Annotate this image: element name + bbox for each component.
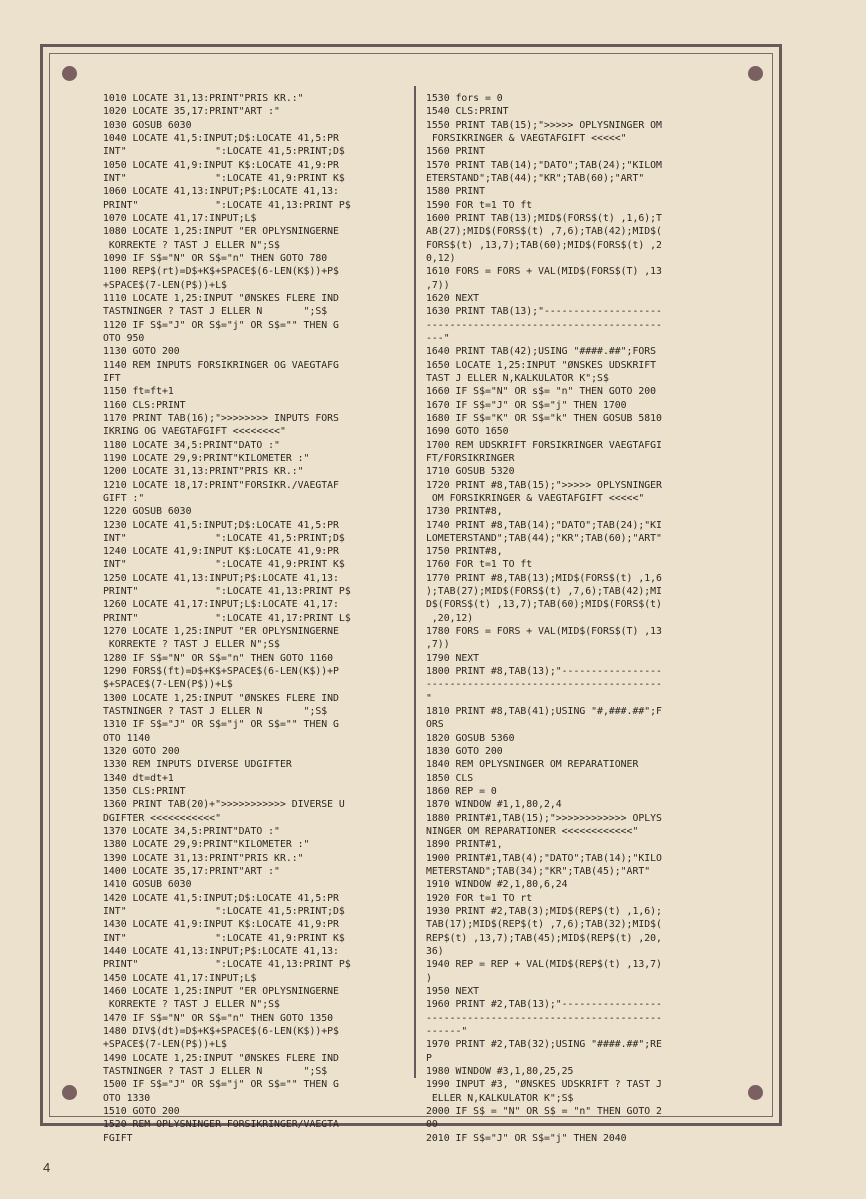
- code-line: 1230 LOCATE 41,5:INPUT;D$:LOCATE 41,5:PR: [103, 519, 339, 531]
- code-line: 1100 REP$(rt)=D$+K$+SPACE$(6-LEN(K$))+P$: [103, 266, 339, 278]
- code-line: 1010 LOCATE 31,13:PRINT"PRIS KR.:": [103, 93, 304, 104]
- code-listing-left-column: [103, 92, 403, 1145]
- code-line: 1520 REM OPLYSNINGER FORSIKRINGER/VAEGTA: [103, 1119, 339, 1131]
- code-line: $+SPACE$(7-LEN(P$))+L$: [103, 679, 233, 691]
- code-line: 1510 GOTO 200: [103, 1105, 180, 1117]
- code-line: 1240 LOCATE 41,9:INPUT K$:LOCATE 41,9:PR: [103, 546, 339, 558]
- code-line: +SPACE$(7-LEN(P$))+L$: [103, 1039, 227, 1051]
- code-line: 36): [426, 946, 444, 957]
- code-line: P: [426, 1052, 432, 1064]
- code-line: ): [426, 972, 432, 984]
- code-line: 1350 CLS:PRINT: [103, 786, 186, 798]
- code-line: 1180 LOCATE 34,5:PRINT"DATO :": [103, 439, 280, 451]
- code-line: 1030 GOSUB 6030: [103, 119, 192, 131]
- code-line: FORSIKRINGER & VAEGTAFGIFT <<<<<": [426, 132, 627, 144]
- code-line: FGIFT: [103, 1132, 133, 1144]
- code-line: 1080 LOCATE 1,25:INPUT "ER OPLYSNINGERNE: [103, 226, 339, 238]
- code-line: ----------------------------------------: [426, 679, 662, 691]
- code-line: 1760 FOR t=1 TO ft: [426, 559, 533, 571]
- code-line: 1170 PRINT TAB(16);">>>>>>>> INPUTS FORS: [103, 412, 339, 424]
- code-line: 1840 REM OPLYSNINGER OM REPARATIONER: [426, 759, 639, 771]
- code-line: FT/FORSIKRINGER: [426, 452, 515, 464]
- code-line: );TAB(27);MID$(FORS$(t) ,7,6);TAB(42);MI: [426, 586, 662, 598]
- code-line: DGIFTER <<<<<<<<<<<": [103, 812, 221, 824]
- code-line: ": [426, 692, 432, 704]
- code-line: OTO 950: [103, 332, 145, 344]
- code-line: 1340 dt=dt+1: [103, 772, 174, 784]
- code-line: 1700 REM UDSKRIFT FORSIKRINGER VAEGTAFGI: [426, 439, 662, 451]
- code-line: +SPACE$(7-LEN(P$))+L$: [103, 279, 227, 291]
- code-line: 1300 LOCATE 1,25:INPUT "ØNSKES FLERE IND: [103, 692, 339, 704]
- code-line: 1210 LOCATE 18,17:PRINT"FORSIKR./VAEGTAF: [103, 479, 339, 491]
- code-line: 1730 PRINT#8,: [426, 506, 503, 518]
- code-line: ORS: [426, 719, 444, 731]
- code-line: TAB(17);MID$(REP$(t) ,7,6);TAB(32);MID$(: [426, 919, 662, 931]
- code-line: ,7)): [426, 639, 450, 651]
- code-line: GIFT :": [103, 492, 145, 504]
- code-line: OTO 1330: [103, 1092, 151, 1104]
- code-line: INT" ":LOCATE 41,5:PRINT;D$: [103, 532, 345, 544]
- code-line: 00: [426, 1119, 438, 1131]
- code-line: INT" ":LOCATE 41,9:PRINT K$: [103, 559, 345, 571]
- code-line: 1120 IF S$="J" OR S$="j" OR S$="" THEN G: [103, 319, 339, 331]
- code-line: LOMETERSTAND";TAB(44);"KR";TAB(60);"ART": [426, 532, 662, 544]
- code-line: D$(FORS$(t) ,13,7);TAB(60);MID$(FORS$(t): [426, 599, 662, 611]
- code-line: 1660 IF S$="N" OR s$= "n" THEN GOTO 200: [426, 386, 657, 398]
- code-line: 1570 PRINT TAB(14);"DATO";TAB(24);"KILOM: [426, 159, 662, 171]
- code-line: 1400 LOCATE 35,17:PRINT"ART :": [103, 866, 280, 878]
- code-line: TASTNINGER ? TAST J ELLER N ";S$: [103, 1065, 328, 1077]
- code-line: 1940 REP = REP + VAL(MID$(REP$(t) ,13,7): [426, 959, 662, 971]
- code-line: INT" ":LOCATE 41,5:PRINT;D$: [103, 146, 345, 158]
- code-line: FORS$(t) ,13,7);TAB(60);MID$(FORS$(t) ,2: [426, 239, 662, 251]
- code-line: 1630 PRINT TAB(13);"--------------------: [426, 306, 662, 318]
- code-line: 1420 LOCATE 41,5:INPUT;D$:LOCATE 41,5:PR: [103, 892, 339, 904]
- code-line: ,20,12): [426, 612, 474, 624]
- code-line: PRINT" ":LOCATE 41,13:PRINT P$: [103, 199, 351, 211]
- code-line: 1950 NEXT: [426, 985, 480, 997]
- code-line: 1290 FORS$(ft)=D$+K$+SPACE$(6-LEN(K$))+P: [103, 666, 339, 678]
- code-line: 1970 PRINT #2,TAB(32);USING "####.##";RE: [426, 1039, 662, 1051]
- code-line: PRINT" ":LOCATE 41,13:PRINT P$: [103, 959, 351, 971]
- code-line: 1600 PRINT TAB(13);MID$(FORS$(t) ,1,6);T: [426, 212, 662, 224]
- code-line: INT" ":LOCATE 41,9:PRINT K$: [103, 172, 345, 184]
- code-line: 1470 IF S$="N" OR S$="n" THEN GOTO 1350: [103, 1012, 334, 1024]
- code-line: PRINT" ":LOCATE 41,13:PRINT P$: [103, 586, 351, 598]
- code-line: 1670 IF S$="J" OR S$="j" THEN 1700: [426, 399, 627, 411]
- code-line: 1050 LOCATE 41,9:INPUT K$:LOCATE 41,9:PR: [103, 159, 339, 171]
- code-line: 1640 PRINT TAB(42);USING "####.##";FORS: [426, 346, 657, 358]
- code-line: 1860 REP = 0: [426, 786, 497, 798]
- code-line: 1380 LOCATE 29,9:PRINT"KILOMETER :": [103, 839, 310, 851]
- code-line: 1040 LOCATE 41,5:INPUT;D$:LOCATE 41,5:PR: [103, 132, 339, 144]
- code-line: 1460 LOCATE 1,25:INPUT "ER OPLYSNINGERNE: [103, 985, 339, 997]
- code-line: IKRING OG VAEGTAFGIFT <<<<<<<<": [103, 426, 286, 438]
- code-listing-right-column: [426, 92, 726, 1145]
- code-line: 1790 NEXT: [426, 652, 480, 664]
- code-line: 1880 PRINT#1,TAB(15);">>>>>>>>>>>> OPLYS: [426, 812, 662, 824]
- corner-dot-bottom-right: [748, 1085, 763, 1100]
- code-line: 1980 WINDOW #3,1,80,25,25: [426, 1065, 574, 1077]
- code-line: 1430 LOCATE 41,9:INPUT K$:LOCATE 41,9:PR: [103, 919, 339, 931]
- corner-dot-top-left: [62, 66, 77, 81]
- code-line: 1150 ft=ft+1: [103, 386, 174, 398]
- code-line: KORREKTE ? TAST J ELLER N";S$: [103, 239, 280, 251]
- code-line: 1490 LOCATE 1,25:INPUT "ØNSKES FLERE IND: [103, 1052, 339, 1064]
- page-number: 4: [43, 1160, 51, 1175]
- code-line: 1410 GOSUB 6030: [103, 879, 192, 891]
- code-line: 1540 CLS:PRINT: [426, 106, 509, 118]
- code-line: INT" ":LOCATE 41,5:PRINT;D$: [103, 906, 345, 918]
- code-line: ------": [426, 1025, 468, 1037]
- code-line: 1650 LOCATE 1,25:INPUT "ØNSKES UDSKRIFT: [426, 359, 657, 371]
- code-line: 1370 LOCATE 34,5:PRINT"DATO :": [103, 826, 280, 838]
- code-line: 1440 LOCATE 41,13:INPUT;P$:LOCATE 41,13:: [103, 946, 339, 957]
- code-line: 1500 IF S$="J" OR S$="j" OR S$="" THEN G: [103, 1079, 339, 1091]
- code-line: 1090 IF S$="N" OR S$="n" THEN GOTO 780: [103, 252, 328, 264]
- code-line: 1960 PRINT #2,TAB(13);"-----------------: [426, 999, 662, 1011]
- code-line: 1920 FOR t=1 TO rt: [426, 892, 533, 904]
- corner-dot-bottom-left: [62, 1085, 77, 1100]
- code-line: 0,12): [426, 252, 456, 264]
- code-line: ---": [426, 332, 450, 344]
- code-line: 1160 CLS:PRINT: [103, 399, 186, 411]
- code-line: 1270 LOCATE 1,25:INPUT "ER OPLYSNINGERNE: [103, 626, 339, 638]
- code-line: 1720 PRINT #8,TAB(15);">>>>> OPLYSNINGER: [426, 479, 662, 491]
- code-line: 1930 PRINT #2,TAB(3);MID$(REP$(t) ,1,6);: [426, 906, 662, 918]
- code-line: 1590 FOR t=1 TO ft: [426, 199, 533, 211]
- code-line: 1310 IF S$="J" OR S$="j" OR S$="" THEN G: [103, 719, 339, 731]
- code-line: 1060 LOCATE 41,13:INPUT;P$:LOCATE 41,13:: [103, 186, 339, 198]
- code-line: 1560 PRINT: [426, 146, 485, 158]
- code-line: 1750 PRINT#8,: [426, 546, 503, 558]
- code-line: TASTNINGER ? TAST J ELLER N ";S$: [103, 306, 328, 318]
- code-line: 1200 LOCATE 31,13:PRINT"PRIS KR.:": [103, 466, 304, 478]
- code-line: 1780 FORS = FORS + VAL(MID$(FORS$(T) ,13: [426, 626, 662, 638]
- code-line: 1220 GOSUB 6030: [103, 506, 192, 518]
- code-line: 2010 IF S$="J" OR S$="j" THEN 2040: [426, 1132, 627, 1144]
- code-line: 1390 LOCATE 31,13:PRINT"PRIS KR.:": [103, 852, 304, 864]
- code-line: 1320 GOTO 200: [103, 746, 180, 758]
- code-line: INT" ":LOCATE 41,9:PRINT K$: [103, 932, 345, 944]
- code-line: 1690 GOTO 1650: [426, 426, 509, 438]
- code-line: 1450 LOCATE 41,17:INPUT;L$: [103, 972, 257, 984]
- code-line: 1680 IF S$="K" OR S$="k" THEN GOSUB 5810: [426, 412, 662, 424]
- code-line: 1990 INPUT #3, "ØNSKES UDSKRIFT ? TAST J: [426, 1079, 662, 1091]
- code-line: 2000 IF S$ = "N" OR S$ = "n" THEN GOTO 2: [426, 1105, 662, 1117]
- code-line: 1810 PRINT #8,TAB(41);USING "#,###.##";F: [426, 706, 662, 718]
- code-line: REP$(t) ,13,7);TAB(45);MID$(REP$(t) ,20,: [426, 932, 662, 944]
- code-line: TASTNINGER ? TAST J ELLER N ";S$: [103, 706, 328, 718]
- code-line: 1910 WINDOW #2,1,80,6,24: [426, 879, 568, 891]
- code-line: 1070 LOCATE 41,17:INPUT;L$: [103, 212, 257, 224]
- column-divider: [414, 86, 416, 1078]
- code-line: 1890 PRINT#1,: [426, 839, 503, 851]
- code-line: 1130 GOTO 200: [103, 346, 180, 358]
- code-line: KORREKTE ? TAST J ELLER N";S$: [103, 999, 280, 1011]
- code-line: 1550 PRINT TAB(15);">>>>> OPLYSNINGER OM: [426, 119, 662, 131]
- code-line: ,7)): [426, 279, 450, 291]
- code-line: 1850 CLS: [426, 772, 474, 784]
- code-line: IFT: [103, 372, 121, 384]
- code-line: 1250 LOCATE 41,13:INPUT;P$:LOCATE 41,13:: [103, 572, 339, 584]
- code-line: 1580 PRINT: [426, 186, 485, 198]
- code-line: ELLER N,KALKULATOR K";S$: [426, 1092, 574, 1104]
- code-line: AB(27);MID$(FORS$(t) ,7,6);TAB(42);MID$(: [426, 226, 662, 238]
- code-line: METERSTAND";TAB(34);"KR";TAB(45);"ART": [426, 866, 651, 878]
- code-line: 1280 IF S$="N" OR S$="n" THEN GOTO 1160: [103, 652, 334, 664]
- code-line: 1610 FORS = FORS + VAL(MID$(FORS$(T) ,13: [426, 266, 662, 278]
- corner-dot-top-right: [748, 66, 763, 81]
- code-line: KORREKTE ? TAST J ELLER N";S$: [103, 639, 280, 651]
- code-line: 1740 PRINT #8,TAB(14);"DATO";TAB(24);"KI: [426, 519, 662, 531]
- code-line: 1020 LOCATE 35,17:PRINT"ART :": [103, 106, 280, 118]
- code-line: PRINT" ":LOCATE 41,17:PRINT L$: [103, 612, 351, 624]
- code-line: ETERSTAND";TAB(44);"KR";TAB(60);"ART": [426, 172, 645, 184]
- code-line: 1530 fors = 0: [426, 93, 503, 104]
- code-line: TAST J ELLER N,KALKULATOR K";S$: [426, 372, 609, 384]
- code-line: OM FORSIKRINGER & VAEGTAFGIFT <<<<<": [426, 492, 645, 504]
- code-line: 1620 NEXT: [426, 292, 480, 304]
- code-line: 1330 REM INPUTS DIVERSE UDGIFTER: [103, 759, 292, 771]
- code-line: 1830 GOTO 200: [426, 746, 503, 758]
- code-line: 1110 LOCATE 1,25:INPUT "ØNSKES FLERE IND: [103, 292, 339, 304]
- code-line: 1260 LOCATE 41,17:INPUT;L$:LOCATE 41,17:: [103, 599, 339, 611]
- code-line: 1900 PRINT#1,TAB(4);"DATO";TAB(14);"KILO: [426, 852, 662, 864]
- code-line: ----------------------------------------: [426, 319, 662, 331]
- code-line: 1800 PRINT #8,TAB(13);"-----------------: [426, 666, 662, 678]
- code-line: 1360 PRINT TAB(20)+">>>>>>>>>>> DIVERSE U: [103, 799, 345, 811]
- code-line: ----------------------------------------: [426, 1012, 662, 1024]
- code-line: 1870 WINDOW #1,1,80,2,4: [426, 799, 562, 811]
- code-line: OTO 1140: [103, 732, 151, 744]
- code-line: 1710 GOSUB 5320: [426, 466, 515, 478]
- code-line: NINGER OM REPARATIONER <<<<<<<<<<<<": [426, 826, 639, 838]
- code-line: 1480 DIV$(dt)=D$+K$+SPACE$(6-LEN(K$))+P$: [103, 1025, 339, 1037]
- code-line: 1190 LOCATE 29,9:PRINT"KILOMETER :": [103, 452, 310, 464]
- code-line: 1140 REM INPUTS FORSIKRINGER OG VAEGTAFG: [103, 359, 339, 371]
- code-line: 1820 GOSUB 5360: [426, 732, 515, 744]
- code-line: 1770 PRINT #8,TAB(13);MID$(FORS$(t) ,1,6: [426, 572, 662, 584]
